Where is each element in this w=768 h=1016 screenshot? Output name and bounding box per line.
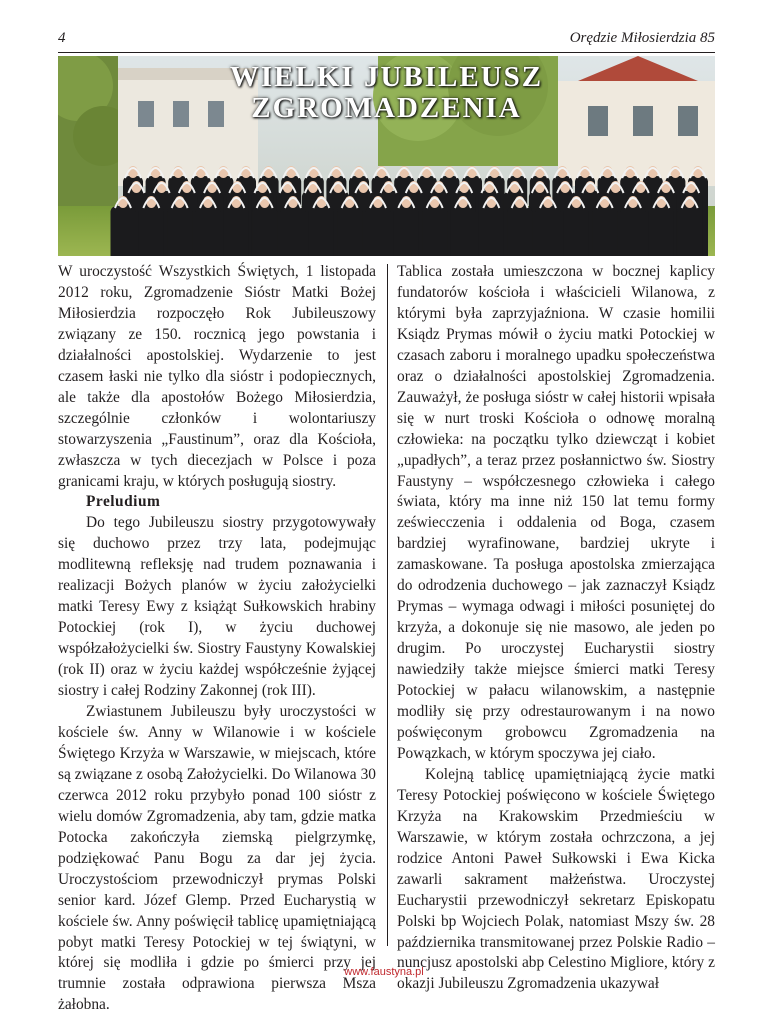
footer-url[interactable]: www.faustyna.pl — [344, 966, 424, 978]
photo-title-line-1: WIELKI JUBILEUSZ — [229, 61, 544, 93]
photo-title-line-2: ZGROMADZENIA — [251, 92, 522, 124]
article-column-left — [58, 262, 376, 1016]
article-paragraph: Do tego Jubileuszu siostry przygotowywały się duchowo przez trzy lata, podejmując modlitewną refleksję nad trudem poznawania i realizacji Bożych planów w życiu założycielki matki Teresy Ewy z książąt Sułkowskich hrabiny Potockiej (rok I), w życiu duchowej współzałożycielki św. Siostry Faustyny Kowalskiej (rok II) oraz w życiu każdej współcześnie żyjącej siostry i całej Rodziny Zakonnej (rok III). — [58, 514, 376, 700]
page-header — [58, 30, 715, 52]
article-paragraph: Tablica została umieszczona w bocznej kaplicy fundatorów kościoła i właścicieli Wilanowa, z którymi była zaprzyjaźniona. W czasie homilii Ksiądz Prymas mówił o życiu matki Potockiej w czasach zaboru i moralnego upadku społeczeństwa oraz o działalności apostolskiej Zgromadzenia. Zauważył, że posługa sióstr w całej historii wpisała się w nurt troski Kościoła o odnowę moralną człowieka: na początku tylko dziewcząt i kobiet „upadłych”, a teraz przez posłannictwo św. Siostry Faustyny – współczesnego człowieka i całego świata, który ma inne niż 150 lat temu formy zeświecczenia i oddalenia od Boga, czasem bardziej wyrafinowane, bardziej ukryte i zamaskowane. Ta posługa apostolska zmierzająca do odrodzenia duchowego – jak zaznaczył Ksiądz Prymas – wymaga odwagi i miłości posuniętej do krzyża, a dokonuje się nie masowo, ale jeden po drugim. Po uroczystej Eucharystii siostry nawiedziły także miejsce śmierci matki Teresy Potockiej w pałacu wilanowskim, a następnie modliły się przy odrestaurowanym i na nowo poświęconym grobowcu Zgromadzenia na Powązkach, w którym spoczywa jej ciało. — [397, 263, 715, 762]
page-number: 4 — [58, 30, 66, 46]
column-divider — [387, 264, 388, 946]
section-subheading: Preludium — [86, 493, 161, 511]
article-column-right — [397, 262, 715, 995]
header-rule — [58, 52, 715, 53]
running-head: Orędzie Miłosierdzia 85 — [569, 30, 715, 46]
group-photo — [58, 56, 715, 256]
article-paragraph: Kolejną tablicę upamiętniającą życie matki Teresy Potockiej poświęcono w kościele Świętego Krzyża na Krakowskim Przedmieściu w Warszawie, w którym została ochrzczona, a jej rodzice Antoni Paweł Sułkowski i Ewa Kicka zawarli sakrament małżeństwa. Uroczystej Eucharystii przewodniczył sekretarz Episkopatu Polski bp Wojciech Polak, natomiast Mszy św. 28 października transmitowanej przez Polskie Radio – nuncjusz apostolski abp Celestino Migliore, który z okazji Jubileuszu Zgromadzenia ukazywał — [397, 765, 715, 993]
article-paragraph: Zwiastunem Jubileuszu były uroczystości w kościele św. Anny w Wilanowie i w kościele Świętego Krzyża w Warszawie, w miejscach, które są związane z osobą Założycielki. Do Wilanowa 30 czerwca 2012 roku przybyło ponad 100 sióstr z wielu domów Zgromadzenia, aby tam, gdzie matka Potocka zakończyła ziemską pielgrzymkę, podziękować Panu Bogu za dar jej życia. Uroczystościom przewodniczył prymas Polski senior kard. Józef Glemp. Przed Eucharystią w kościele św. Anny poświęcił tablicę upamiętniającą pobyt matki Teresy Potockiej w tej świątyni, w której się modliła i gdzie po śmierci przy jej trumnie została odprawiona pierwsza Msza żałobna. — [58, 703, 376, 1014]
photo-title — [58, 62, 715, 124]
article-paragraph: W uroczystość Wszystkich Świętych, 1 listopada 2012 roku, Zgromadzenie Sióstr Matki Bożej Miłosierdzia rozpoczęło Rok Jubileuszowy związany ze 150. rocznicą jego powstania i działalności apostolskiej. Wydarzenie to jest czasem łaski nie tylko dla sióstr i podopiecznych, ale także dla apostołów Bożego Miłosierdzia, szczególnie członków i wolontariuszy stowarzyszenia „Faustinum”, oraz dla Kościoła, zwłaszcza w tych diecezjach w Polsce i poza granicami kraju, w których posługują siostry. — [58, 263, 376, 490]
